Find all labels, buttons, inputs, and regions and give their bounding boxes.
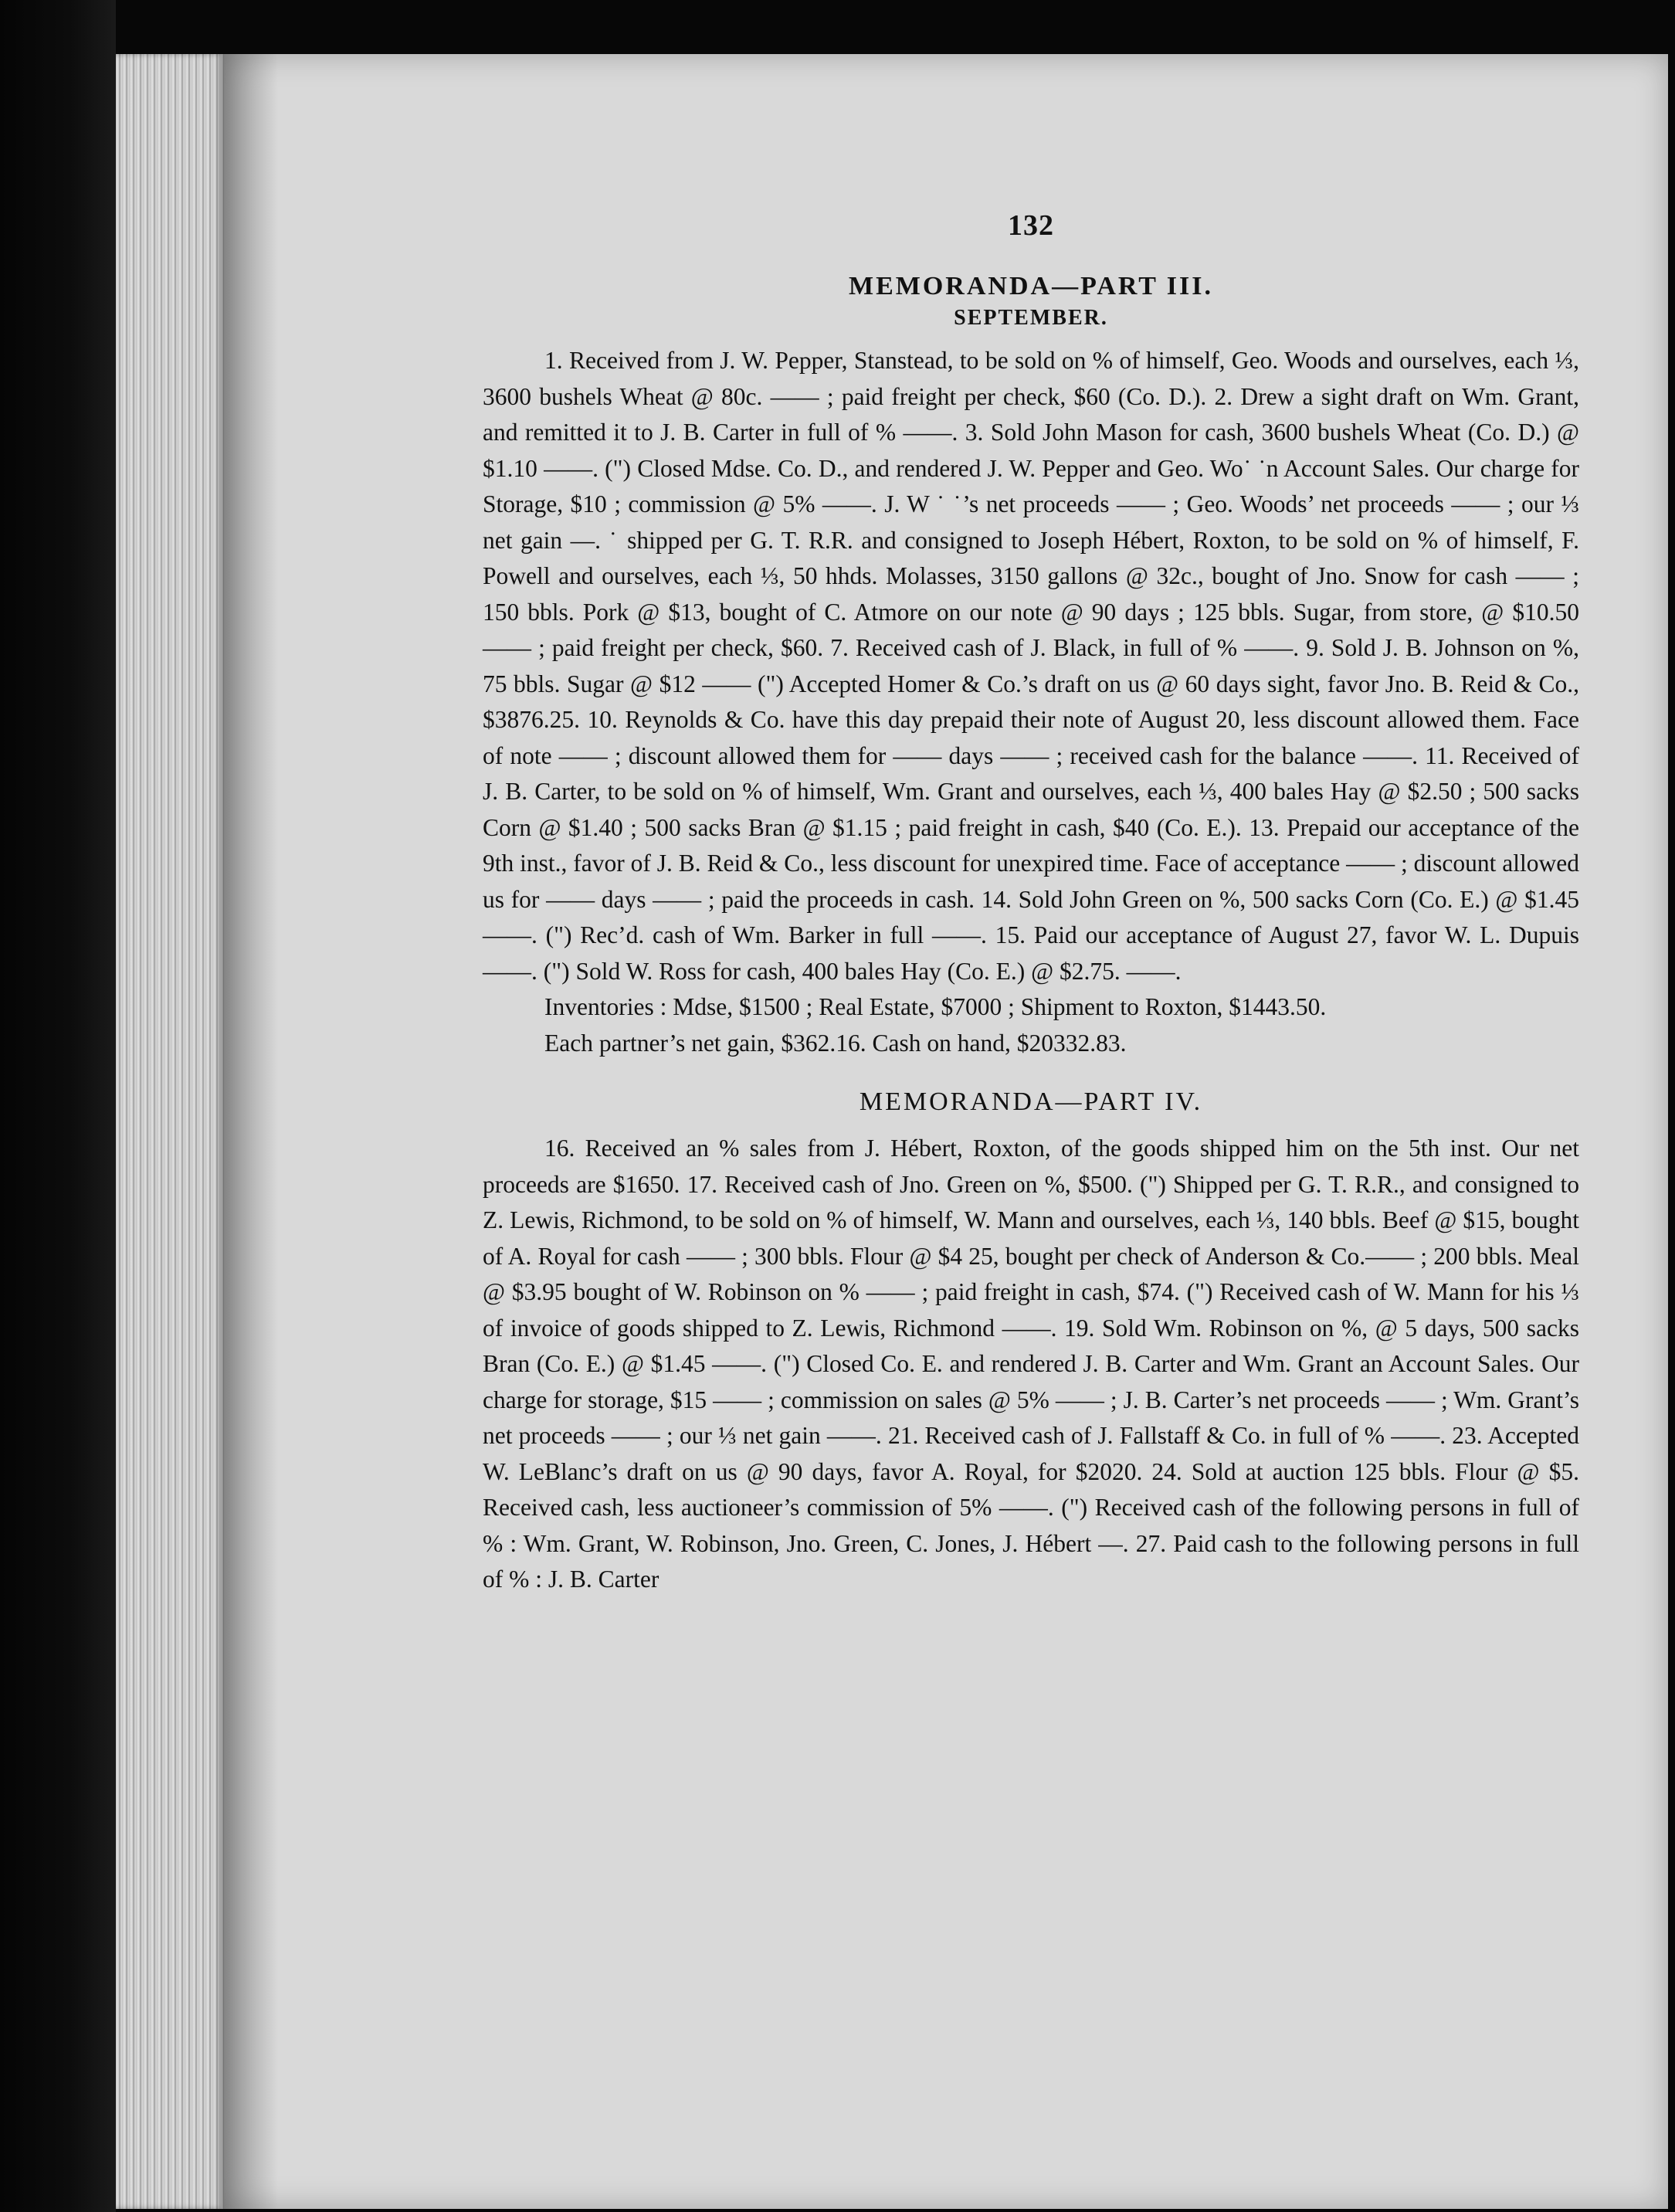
- part3-heading: MEMORANDA—PART III.: [849, 272, 1213, 300]
- part4-heading: MEMORANDA—PART IV.: [859, 1087, 1203, 1116]
- net-gain-line: Each partner’s net gain, $362.16. Cash on hand, $20332.83.: [544, 1029, 1127, 1057]
- page-gutter-shadow: [224, 54, 278, 2209]
- book-edge-shadow: [0, 0, 116, 2212]
- part3-paragraph: 1. Received from J. W. Pepper, Stanstead, to be sold on % of himself, Geo. Woods and ourselves, each ⅓, 3600 bushels Wheat @ 80c. —— ; paid freight per check, $60 (Co. D.). 2. Drew a sight draft on Wm. Grant, and remitted it to J. B. Carter in full of % ——. 3. Sold John Mason for cash, 3600 bushels Wheat (Co. D.) @ $1.10 ——. (") Closed Mdse. Co. D., and rendered J. W. Pepper and Geo. Wo˙ ˙n Account Sales. Our charge for Storage, $10 ; commission @ 5% ——. J. W ˙ ˙’s net proceeds —— ; Geo. Woods’ net proceeds —— ; our ⅓ net gain —. ˙ shipped per G. T. R.R. and consigned to Joseph Hébert, Roxton, to be sold on % of himself, F. Powell and ourselves, each ⅓, 50 hhds. Molasses, 3150 gallons @ 32c., bought of Jno. Snow for cash —— ; 150 bbls. Pork @ $13, bought of C. Atmore on our note @ 90 days ; 125 bbls. Sugar, from store, @ $10.50 —— ; paid freight per check, $60. 7. Received cash of J. Black, in full of % ——. 9. Sold J. B. Johnson on %, 75 bbls. Sugar @ $12 —— (") Accepted Homer & Co.’s draft on us @ 60 days sight, favor Jno. B. Reid & Co., $3876.25. 10. Reynolds & Co. have this day prepaid their note of August 20, less discount allowed them. Face of note —— ; discount allowed them for —— days —— ; received cash for the balance ——. 11. Received of J. B. Carter, to be sold on % of himself, Wm. Grant and ourselves, each ⅓, 400 bales Hay @ $2.50 ; 500 sacks Corn @ $1.40 ; 500 sacks Bran @ $1.15 ; paid freight in cash, $40 (Co. E.). 13. Prepaid our acceptance of the 9th inst., favor of J. B. Reid & Co., less discount for unexpired time. Face of acceptance —— ; discount allowed us for —— days —— ; paid the proceeds in cash. 14. Sold John Green on %, 500 sacks Corn (Co. E.) @ $1.45 ——. (") Rec’d. cash of Wm. Barker in full ——. 15. Paid our acceptance of August 27, favor W. L. Dupuis ——. (") Sold W. Ross for cash, 400 bales Hay (Co. E.) @ $2.75. ——.: [483, 347, 1579, 985]
- part3-subheading: SEPTEMBER.: [954, 306, 1108, 330]
- page-stack-edge: [116, 54, 224, 2209]
- page-content: [483, 209, 1579, 1598]
- page-number: 132: [1008, 209, 1054, 242]
- part4-paragraph: 16. Received an % sales from J. Hébert, Roxton, of the goods shipped him on the 5th inst. Our net proceeds are $1650. 17. Received cash of Jno. Green on %, $500. (") Shipped per G. T. R.R., and consigned to Z. Lewis, Richmond, to be sold on % of himself, W. Mann and ourselves, each ⅓, 140 bbls. Beef @ $15, bought of A. Royal for cash —— ; 300 bbls. Flour @ $4 25, bought per check of Anderson & Co.—— ; 200 bbls. Meal @ $3.95 bought of W. Robinson on % —— ; paid freight in cash, $74. (") Received cash of W. Mann for his ⅓ of invoice of goods shipped to Z. Lewis, Richmond ——. 19. Sold Wm. Robinson on %, @ 5 days, 500 sacks Bran (Co. E.) @ $1.45 ——. (") Closed Co. E. and rendered J. B. Carter and Wm. Grant an Account Sales. Our charge for storage, $15 —— ; commission on sales @ 5% —— ; J. B. Carter’s net proceeds —— ; Wm. Grant’s net proceeds —— ; our ⅓ net gain ——. 21. Received cash of J. Fallstaff & Co. in full of % ——. 23. Accepted W. LeBlanc’s draft on us @ 90 days, favor A. Royal, for $2020. 24. Sold at auction 125 bbls. Flour @ $5. Received cash, less auctioneer’s commission of 5% ——. (") Received cash of the following persons in full of % : Wm. Grant, W. Robinson, Jno. Green, C. Jones, J. Hébert —. 27. Paid cash to the following persons in full of % : J. B. Carter: [483, 1135, 1579, 1593]
- inventories-line: Inventories : Mdse, $1500 ; Real Estate, $7000 ; Shipment to Roxton, $1443.50.: [544, 993, 1327, 1020]
